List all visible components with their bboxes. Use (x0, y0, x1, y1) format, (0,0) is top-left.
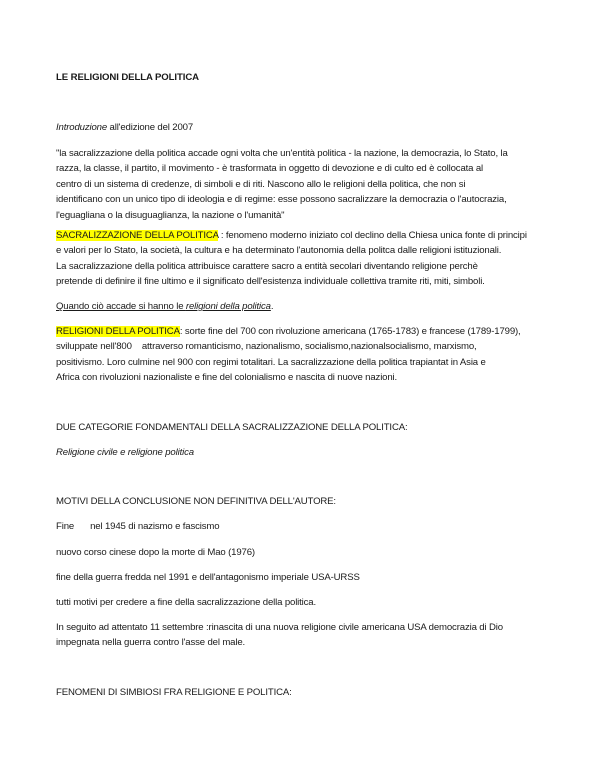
sacralizzazione-paragraph (56, 228, 556, 290)
religioni-first: : sorte fine del 700 con rivoluzione americana (1765-1783) e francese (1789-1799), (179, 326, 521, 337)
motivi-fine-line (56, 519, 556, 534)
document-title: LE RELIGIONI DELLA POLITICA (56, 72, 199, 83)
seguito-line: impegnata nella guerra contro l'asse del male. (56, 637, 246, 649)
religioni-line: Africa con rivoluzioni nazionaliste e fine del colonialismo e nascita di nuove nazioni. (56, 372, 398, 384)
motivi-item: fine della guerra fredda nel 1991 e dell'antagonismo imperiale USA-URSS (56, 572, 360, 583)
quote-line: l'eguagliana o la disuguaglianza, la nazione o l'umanità" (56, 209, 285, 221)
motivi-item: nuovo corso cinese dopo la morte di Mao (1976) (56, 547, 255, 558)
motivi-item: tutti motivi per credere a fine della sacralizzazione della politica. (56, 597, 317, 608)
religioni-paragraph (56, 324, 556, 386)
sacralizzazione-line: La sacralizzazione della politica attribuisce carattere sacro a entità secolari diventando religione perchè (56, 260, 478, 272)
due-categorie-items: Religione civile e religione politica (56, 447, 194, 458)
quando-line (56, 299, 556, 314)
motivi-fine-word: Fine (56, 521, 75, 532)
quando-end: . (270, 301, 274, 312)
intro-line (56, 120, 556, 135)
quando-plain: Quando ciò accade si hanno le (56, 301, 186, 312)
intro-rest: all'edizione del 2007 (107, 122, 194, 133)
quote-line: identificano con un unico tipo di ideologia e di regime: esse possono sacralizzare la democrazia o l'autocrazia, (56, 194, 507, 206)
sacralizzazione-first: : fenomeno moderno iniziato col declino della Chiesa unica fonte di principi (218, 230, 527, 241)
quote-line: centro di un sistema di credenze, di simboli e di riti. Nascono allo le religioni della politica, che non si (56, 178, 466, 190)
fenomeni-heading: FENOMENI DI SIMBIOSI FRA RELIGIONE E POLITICA: (56, 687, 292, 698)
sacralizzazione-line: pretende di definire il fine ultimo e il significato dell'esistenza individuale collettiva tramite riti, miti, simboli. (56, 276, 485, 288)
sacralizzazione-line: e valori per lo Stato, la società, la cultura e ha determinato l'autonomia della politca dalle religioni istituzionali. (56, 245, 502, 257)
quote-paragraph (56, 146, 556, 223)
seguito-paragraph (56, 620, 556, 651)
sacralizzazione-term: SACRALIZZAZIONE DELLA POLITICA (56, 230, 219, 241)
intro-italic: Introduzione (56, 122, 108, 133)
motivi-heading: MOTIVI DELLA CONCLUSIONE NON DEFINITIVA DELL'AUTORE: (56, 496, 336, 507)
religioni-term: RELIGIONI DELLA POLITICA (56, 326, 180, 337)
religioni-line: sviluppate nell'800 attraverso romanticismo, nazionalismo, socialismo,nazionalsocialismo, marxismo, (56, 341, 477, 353)
motivi-fine-rest: nel 1945 di nazismo e fascismo (90, 521, 220, 532)
seguito-line: In seguito ad attentato 11 settembre :rinascita di una nuova religione civile americana USA democrazia di Dio (56, 622, 503, 633)
quote-line: "la sacralizzazione della politica accade ogni volta che un'entità politica - la nazione, la democrazia, lo Stato, la (56, 148, 508, 159)
religioni-line: positivismo. Loro culmine nel 900 con regimi totalitari. La sacralizzazione della politica trapiantat in Asia e (56, 356, 486, 368)
quote-line: razza, la classe, il partito, il movimento - è trasformata in oggetto di devozione e di culto ed è collocata al (56, 163, 484, 175)
quando-italic: religioni della politica (185, 301, 271, 312)
due-categorie-heading: DUE CATEGORIE FONDAMENTALI DELLA SACRALIZZAZIONE DELLA POLITICA: (56, 422, 408, 433)
